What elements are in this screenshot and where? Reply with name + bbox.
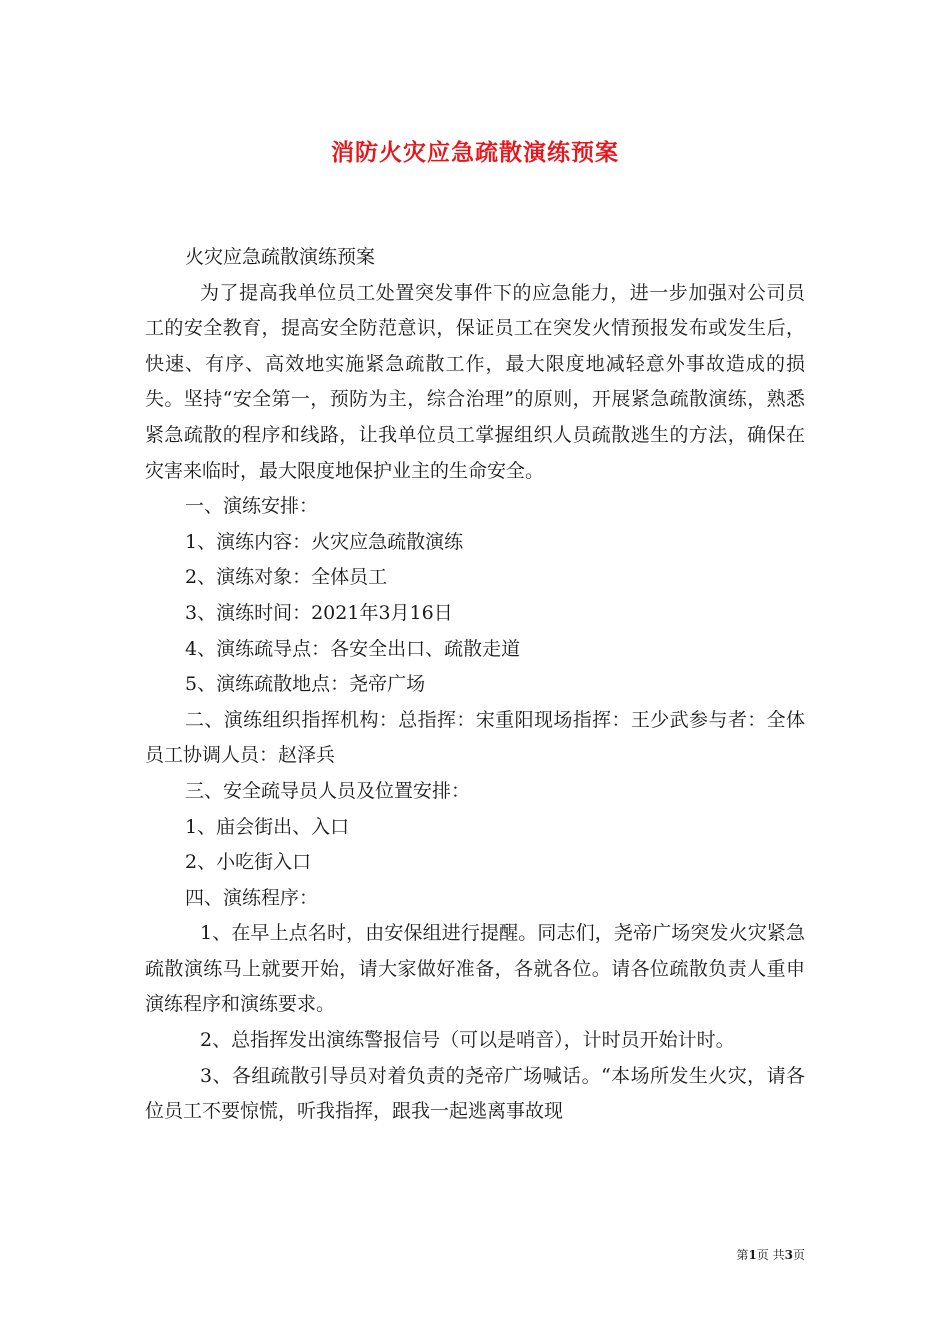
list-item: 4、演练疏导点：各安全出口、疏散走道: [185, 637, 521, 660]
document-body: [145, 240, 805, 1130]
list-item: 5、演练疏散地点：尧帝广场: [185, 673, 426, 696]
footer-prefix: 第: [736, 1248, 749, 1262]
list-item: 1、庙会街出、入口: [185, 815, 350, 838]
section-heading-3: 三、安全疏导员人员及位置安排：: [185, 779, 471, 802]
procedure-step: 1、在早上点名时，由安保组进行提醒。同志们，尧帝广场突发火灾紧急疏散演练马上就要开始，请大家做好准备，各就各位。请各位疏散负责人重申演练程序和演练要求。: [145, 922, 805, 1016]
footer-total-pages: 3: [784, 1248, 793, 1262]
procedure-step: 2、总指挥发出演练警报信号（可以是哨音），计时员开始计时。: [200, 1029, 735, 1052]
section-heading-2: 二、演练组织指挥机构：总指挥：宋重阳现场指挥：王少武参与者：全体员工协调人员：赵泽兵: [145, 708, 805, 767]
subtitle-paragraph: 火灾应急疏散演练预案: [185, 246, 376, 268]
section-heading-4: 四、演练程序：: [185, 886, 319, 909]
list-item: 1、演练内容：火灾应急疏散演练: [185, 530, 464, 553]
procedure-step: 3、各组疏散引导员对着负责的尧帝广场喊话。“本场所发生火灾，请各位员工不要惊慌，听我指挥，跟我一起逃离事故现: [145, 1064, 805, 1123]
intro-paragraph: 为了提高我单位员工处置突发事件下的应急能力，进一步加强对公司员工的安全教育，提高安全防范意识，保证员工在突发火情预报发布或发生后，快速、有序、高效地实施紧急疏散工作，最大限度地减轻意外事故造成的损失。坚持“安全第一，预防为主，综合治理”的原则，开展紧急疏散演练，熟悉紧急疏散的程序和线路，让我单位员工掌握组织人员疏散逃生的方法，确保在灾害来临时，最大限度地保护业主的生命安全。: [145, 281, 805, 482]
section-heading-1: 一、演练安排：: [185, 495, 319, 518]
list-item: 2、小吃街入口: [185, 851, 312, 874]
document-title: 消防火灾应急疏散演练预案: [331, 139, 619, 166]
footer-current-page: 1: [748, 1248, 757, 1262]
footer-middle: 页 共: [756, 1248, 785, 1262]
list-item: 2、演练对象：全体员工: [185, 566, 388, 589]
list-item: 3、演练时间：2021年3月16日: [185, 601, 453, 624]
page-number-footer: [736, 1246, 805, 1263]
footer-suffix: 页: [792, 1248, 805, 1262]
